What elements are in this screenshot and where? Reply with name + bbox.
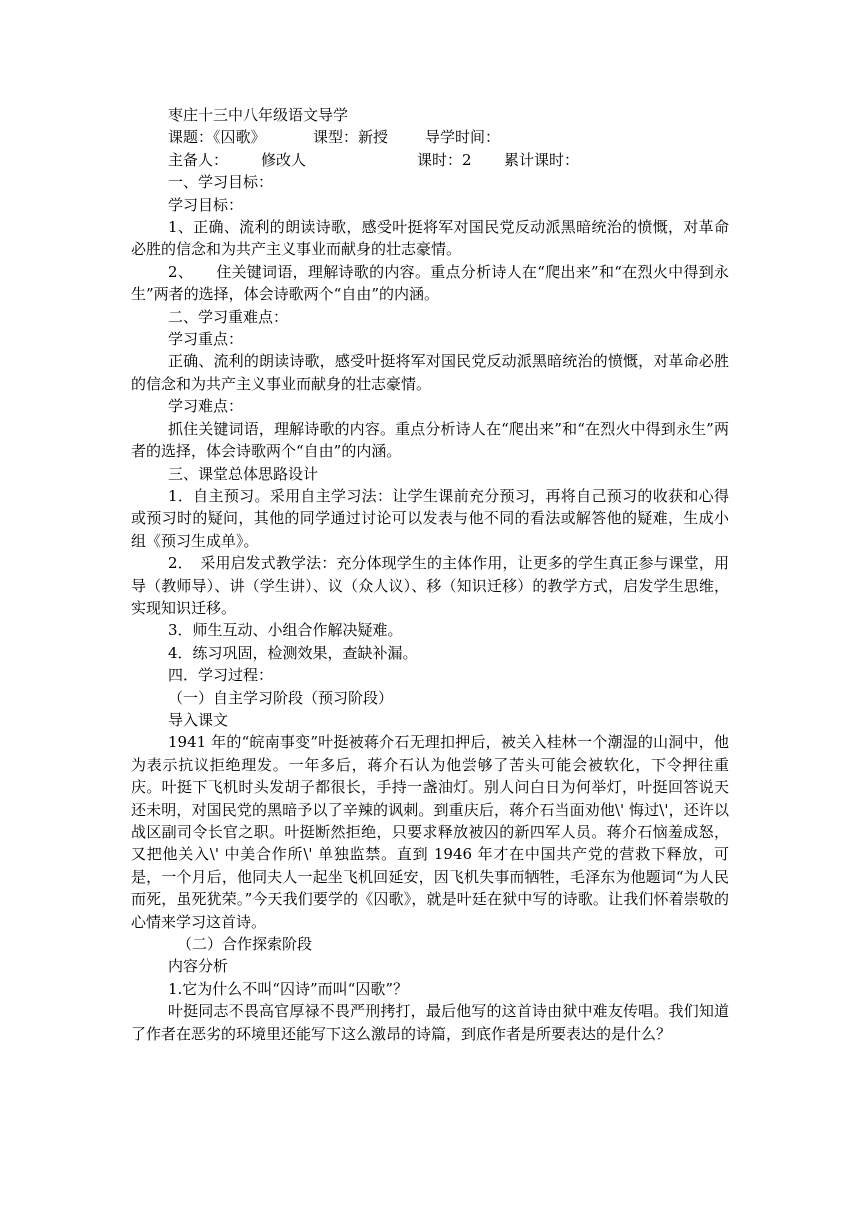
design-item-3: 3．师生互动、小组合作解决疑难。	[168, 621, 403, 640]
preparer-field: 主备人：	[168, 150, 229, 169]
total-hours-field: 累计课时：	[504, 150, 580, 169]
design-item-2: 2． 采用启发式教学法：充分体现学生的主体作用，让更多的学生真正参与课堂，用导（教师导）、讲（学生讲）、议（众人议）、移（知识迁移）的教学方式，启发学生思维，实现知识迁移。	[131, 554, 729, 617]
objective-1: 1、正确、流利的朗读诗歌，感受叶挺将军对国民党反动派黑暗统治的愤慨，对革命必胜的信念和为共产主义事业而献身的壮志豪情。	[131, 218, 729, 259]
document-page	[131, 104, 729, 1045]
hours-field: 课时：2	[417, 150, 472, 169]
design-item-4: 4．练习巩固，检测效果，查缺补漏。	[168, 643, 418, 662]
content-analysis-label: 内容分析	[168, 957, 229, 976]
key-points-label: 学习重点：	[168, 330, 244, 349]
difficulties-text: 抓住关键词语，理解诗歌的内容。重点分析诗人在“爬出来”和“在烈火中得到永生”两者的选择，体会诗歌两个“自由”的内涵。	[131, 419, 729, 461]
topic-field: 课题：《囚歌》	[168, 128, 266, 147]
editor-field: 修改人	[261, 150, 307, 169]
section-1-heading: 一、学习目标：	[168, 173, 274, 192]
section-4-heading: 四．学习过程：	[168, 666, 274, 685]
school-title: 枣庄十三中八年级语文导学	[168, 106, 349, 124]
stage-2-heading: （二）合作探索阶段	[177, 935, 313, 954]
objectives-label: 学习目标：	[168, 195, 244, 214]
section-2-heading: 二、学习重难点：	[168, 307, 289, 326]
meta-line-2	[131, 149, 729, 171]
intro-label: 导入课文	[168, 710, 229, 729]
key-points-text: 正确、流利的朗读诗歌，感受叶挺将军对国民党反动派黑暗统治的愤慨，对革命必胜的信念和为共产主义事业而献身的壮志豪情。	[131, 352, 729, 393]
question-1: 1.它为什么不叫“囚诗”而叫“囚歌”？	[168, 979, 408, 998]
question-1-text: 叶挺同志不畏高官厚禄不畏严刑拷打，最后他写的这首诗由狱中难友传唱。我们知道了作者在恶劣的环境里还能写下这么激昂的诗篇，到底作者是所要表达的是什么？	[131, 1002, 729, 1043]
intro-text: 1941 年的“皖南事变”叶挺被蒋介石无理扣押后，被关入桂林一个潮湿的山洞中，他为表示抗议拒绝理发。一年多后，蒋介石认为他尝够了苦头可能会被软化，下令押往重庆。叶挺下飞机时头发胡子都很长，手持一盏油灯。别人问白日为何举灯，叶挺回答说天还未明，对国民党的黑暗予以了辛辣的讽刺。到重庆后，蒋介石当面劝他\' 悔过\'，还许以战区副司令长官之职。叶挺断然拒绝，只要求释放被囚的新四军人员。蒋介石恼羞成怒，又把他关入\' 中美合作所\' 单独监禁。直到 1946 年才在中国共产党的营救下释放，可是，一个月后，他同夫人一起坐飞机回延安，因飞机失事而牺牲，毛泽东为他题词“为人民而死，虽死犹荣。”今天我们要学的《囚歌》，就是叶廷在狱中写的诗歌。让我们怀着崇敬的心情来学习这首诗。	[131, 733, 729, 931]
section-3-heading: 三、课堂总体思路设计	[168, 464, 319, 483]
design-item-1: 1．自主预习。采用自主学习法：让学生课前充分预习，再将自己预习的收获和心得或预习时的疑问，其他的同学通过讨论可以发表与他不同的看法或解答他的疑难，生成小组《预习生成单》。	[131, 486, 729, 550]
lesson-type-field: 课型：新授	[313, 128, 389, 147]
objective-2: 2、 住关键词语，理解诗歌的内容。重点分析诗人在“爬出来”和“在烈火中得到永生”两者的选择，体会诗歌两个“自由”的内涵。	[131, 262, 729, 304]
meta-line-1	[131, 126, 729, 148]
stage-1-heading: （一）自主学习阶段（预习阶段）	[168, 688, 394, 707]
difficulties-label: 学习难点：	[168, 397, 244, 416]
guide-time-field: 导学时间：	[425, 128, 501, 147]
